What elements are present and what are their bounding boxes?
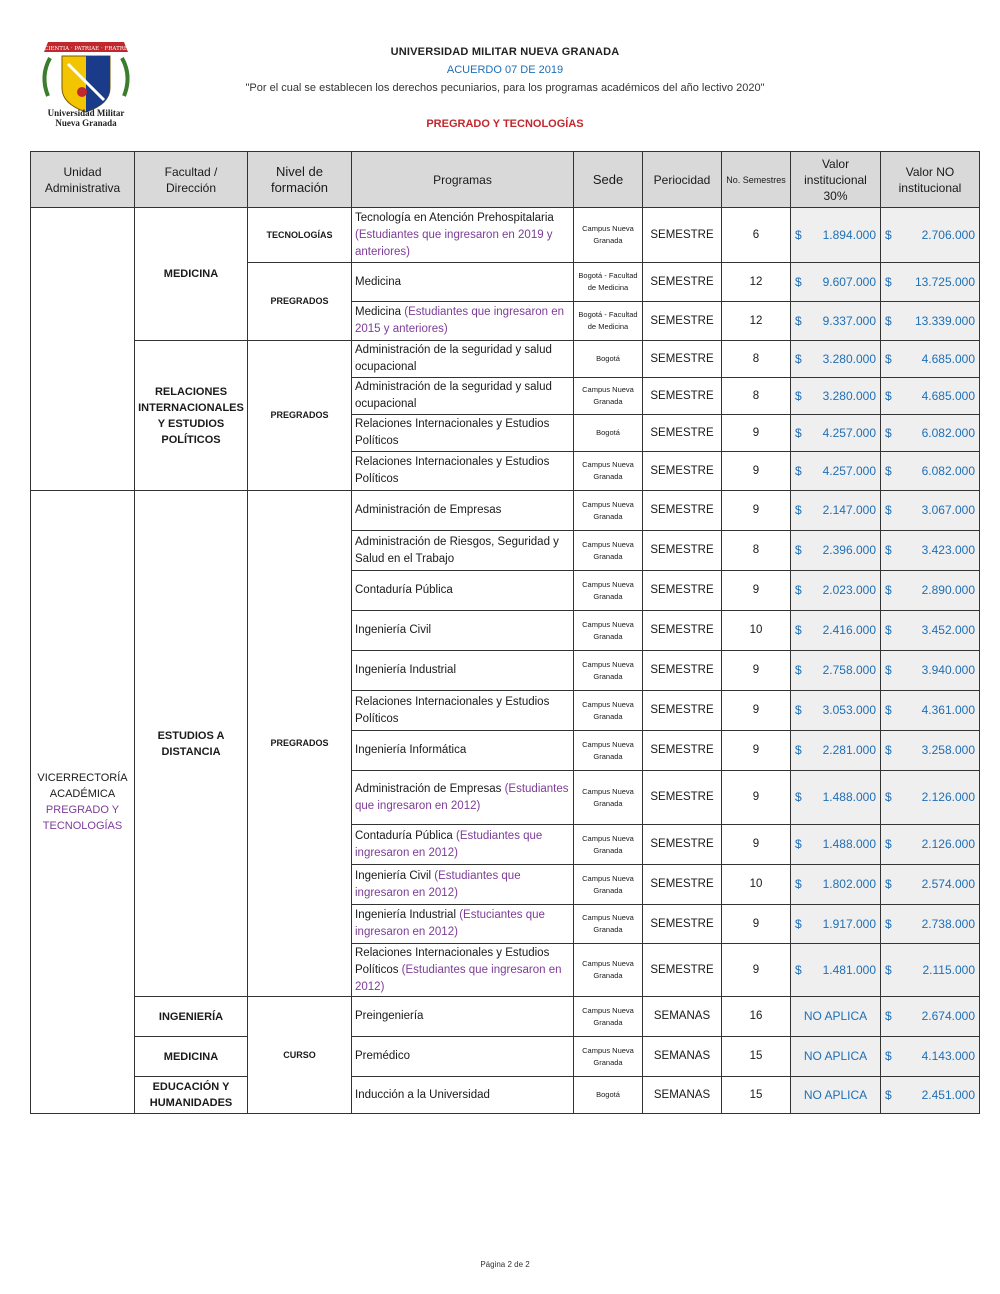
amount: 3.940.000 bbox=[921, 663, 975, 677]
amount: 13.339.000 bbox=[914, 313, 975, 328]
currency-symbol: $ bbox=[795, 916, 802, 931]
col-semesters: No. Semestres bbox=[722, 152, 791, 208]
program-note: (Estudiantes que ingresaron en 2015 y anteriores) bbox=[355, 306, 565, 335]
noninst-value-cell bbox=[881, 651, 980, 691]
semesters-cell: 6 bbox=[722, 208, 791, 263]
amount: 2.451.000 bbox=[921, 1087, 975, 1102]
noninst-value-cell bbox=[881, 905, 980, 944]
currency-symbol: $ bbox=[795, 425, 802, 440]
inst-value-cell bbox=[791, 452, 881, 491]
program-name: Relaciones Internacionales y Estudios Políticos bbox=[355, 456, 550, 485]
period-cell: SEMESTRE bbox=[643, 571, 722, 611]
period-cell: SEMESTRE bbox=[643, 731, 722, 771]
semesters-cell: 9 bbox=[722, 825, 791, 865]
program-cell bbox=[352, 611, 574, 651]
inst-value-cell bbox=[791, 571, 881, 611]
noninst-value-cell bbox=[881, 825, 980, 865]
program-name: Ingeniería Civil bbox=[355, 624, 432, 636]
section-title: PREGRADO Y TECNOLOGÍAS bbox=[426, 118, 584, 130]
program-name: Medicina bbox=[355, 306, 402, 318]
level-pregrados: PREGRADOS bbox=[248, 491, 352, 997]
agreement-title: ACUERDO 07 DE 2019 bbox=[446, 64, 564, 76]
logo-line1: Universidad Militar bbox=[47, 108, 125, 118]
campus-cell: Campus Nueva Granada bbox=[574, 531, 643, 571]
currency-symbol: $ bbox=[795, 583, 802, 597]
program-name: Administración de Riesgos, Seguridad y Salud en el Trabajo bbox=[355, 535, 559, 565]
campus-cell: Campus Nueva Granada bbox=[574, 611, 643, 651]
campus-cell: Bogotá bbox=[574, 1077, 643, 1114]
period-cell: SEMESTRE bbox=[643, 691, 722, 731]
col-noninst-value: Valor NO institucional bbox=[881, 152, 980, 208]
noninst-value-cell bbox=[881, 491, 980, 531]
amount: 9.337.000 bbox=[822, 313, 876, 328]
period-cell: SEMESTRE bbox=[643, 651, 722, 691]
table-row bbox=[31, 208, 980, 263]
program-cell bbox=[352, 691, 574, 731]
semesters-cell: 9 bbox=[722, 905, 791, 944]
inst-value-cell bbox=[791, 865, 881, 905]
program-cell bbox=[352, 771, 574, 825]
program-name: Contaduría Pública bbox=[355, 829, 453, 842]
noninst-value-cell bbox=[881, 378, 980, 415]
semesters-cell: 9 bbox=[722, 771, 791, 825]
logo-line2: Nueva Granada bbox=[55, 118, 117, 128]
period-cell: SEMESTRE bbox=[643, 208, 722, 263]
period-cell: SEMESTRE bbox=[643, 302, 722, 341]
noninst-value-cell bbox=[881, 263, 980, 302]
campus-cell: Campus Nueva Granada bbox=[574, 378, 643, 415]
campus-cell: Campus Nueva Granada bbox=[574, 944, 643, 997]
col-inst-value: Valor institucional 30% bbox=[791, 152, 881, 208]
program-cell bbox=[352, 997, 574, 1037]
amount: 3.280.000 bbox=[822, 388, 876, 403]
noninst-value-cell bbox=[881, 997, 980, 1037]
noninst-value-cell bbox=[881, 571, 980, 611]
amount: 2.738.000 bbox=[921, 916, 975, 931]
table-row bbox=[31, 997, 980, 1037]
currency-symbol: $ bbox=[795, 663, 802, 677]
amount: 3.280.000 bbox=[822, 351, 876, 366]
program-cell bbox=[352, 208, 574, 263]
currency-symbol: $ bbox=[885, 425, 892, 440]
noninst-value-cell bbox=[881, 1037, 980, 1077]
currency-symbol: $ bbox=[885, 1087, 892, 1102]
level-curso: CURSO bbox=[248, 997, 352, 1114]
campus-cell: Campus Nueva Granada bbox=[574, 731, 643, 771]
semesters-cell: 15 bbox=[722, 1037, 791, 1077]
inst-value-cell bbox=[791, 378, 881, 415]
table-row bbox=[31, 491, 980, 531]
col-campus: Sede bbox=[574, 152, 643, 208]
semesters-cell: 8 bbox=[722, 531, 791, 571]
program-cell bbox=[352, 944, 574, 997]
semesters-cell: 9 bbox=[722, 415, 791, 452]
semesters-cell: 12 bbox=[722, 263, 791, 302]
program-name: Inducción a la Universidad bbox=[355, 1088, 490, 1101]
program-note: (Estudiantes que ingresaron en 2012) bbox=[355, 869, 521, 899]
program-name: Administración de Empresas bbox=[355, 504, 502, 516]
amount: 2.890.000 bbox=[921, 583, 975, 597]
semesters-cell: 9 bbox=[722, 571, 791, 611]
program-name: Administración de la seguridad y salud ocupacional bbox=[355, 344, 552, 373]
campus-cell: Campus Nueva Granada bbox=[574, 771, 643, 825]
currency-symbol: $ bbox=[885, 837, 892, 851]
noninst-value-cell bbox=[881, 302, 980, 341]
table-row bbox=[31, 1077, 980, 1114]
period-cell: SEMESTRE bbox=[643, 611, 722, 651]
amount: 1.488.000 bbox=[822, 837, 876, 851]
inst-value-cell bbox=[791, 905, 881, 944]
university-title: UNIVERSIDAD MILITAR NUEVA GRANADA bbox=[390, 46, 620, 58]
amount: 4.143.000 bbox=[921, 1049, 975, 1063]
semesters-cell: 8 bbox=[722, 341, 791, 378]
amount: 2.706.000 bbox=[921, 227, 975, 242]
period-cell: SEMESTRE bbox=[643, 415, 722, 452]
semesters-cell: 9 bbox=[722, 491, 791, 531]
program-note: (Estudiantes que ingresaron en 2019 y anteriores) bbox=[355, 228, 553, 258]
noninst-value-cell bbox=[881, 415, 980, 452]
program-cell bbox=[352, 415, 574, 452]
currency-symbol: $ bbox=[885, 351, 892, 366]
program-cell bbox=[352, 651, 574, 691]
currency-symbol: $ bbox=[795, 313, 802, 328]
program-name: Relaciones Internacionales y Estudios Políticos bbox=[355, 418, 550, 447]
fees-table bbox=[30, 151, 980, 1114]
inst-value-cell: NO APLICA bbox=[791, 1037, 881, 1077]
agreement-subject: "Por el cual se establecen los derechos pecuniarios, para los programas académicos del año lectivo 2020" bbox=[245, 82, 765, 94]
campus-cell: Campus Nueva Granada bbox=[574, 691, 643, 731]
amount: 2.281.000 bbox=[822, 743, 876, 757]
program-cell bbox=[352, 905, 574, 944]
amount: 3.053.000 bbox=[822, 703, 876, 717]
amount: 1.802.000 bbox=[822, 877, 876, 891]
semesters-cell: 9 bbox=[722, 944, 791, 997]
currency-symbol: $ bbox=[885, 623, 892, 637]
program-note: (Estudiantes que ingresaron en 2012) bbox=[355, 963, 562, 993]
campus-cell: Campus Nueva Granada bbox=[574, 452, 643, 491]
page-footer: Página 2 de 2 bbox=[480, 1260, 530, 1269]
currency-symbol: $ bbox=[795, 463, 802, 478]
faculty-ingenieria: INGENIERÍA bbox=[135, 997, 248, 1037]
currency-symbol: $ bbox=[885, 388, 892, 403]
campus-cell: Campus Nueva Granada bbox=[574, 865, 643, 905]
semesters-cell: 9 bbox=[722, 731, 791, 771]
program-name: Medicina bbox=[355, 275, 402, 288]
level-tecnologias: TECNOLOGÍAS bbox=[248, 208, 352, 263]
noninst-value-cell bbox=[881, 531, 980, 571]
currency-symbol: $ bbox=[795, 388, 802, 403]
program-cell bbox=[352, 491, 574, 531]
currency-symbol: $ bbox=[885, 543, 892, 557]
currency-symbol: $ bbox=[885, 583, 892, 597]
campus-cell: Campus Nueva Granada bbox=[574, 571, 643, 611]
currency-symbol: $ bbox=[795, 543, 802, 557]
noninst-value-cell bbox=[881, 208, 980, 263]
amount: 2.416.000 bbox=[822, 623, 876, 637]
period-cell: SEMESTRE bbox=[643, 263, 722, 302]
program-name: Administración de la seguridad y salud ocupacional bbox=[355, 381, 552, 410]
col-level: Nivel de formación bbox=[248, 152, 352, 208]
program-cell bbox=[352, 865, 574, 905]
period-cell: SEMESTRE bbox=[643, 944, 722, 997]
program-cell bbox=[352, 378, 574, 415]
faculty-estudios-distancia: ESTUDIOS A DISTANCIA bbox=[135, 491, 248, 997]
inst-value-cell bbox=[791, 263, 881, 302]
program-name: Premédico bbox=[355, 1050, 410, 1062]
program-cell bbox=[352, 452, 574, 491]
currency-symbol: $ bbox=[795, 503, 802, 517]
program-name: Contaduría Pública bbox=[355, 584, 453, 596]
currency-symbol: $ bbox=[795, 877, 802, 891]
period-cell: SEMESTRE bbox=[643, 531, 722, 571]
program-cell bbox=[352, 302, 574, 341]
unit-vicerrectoria-line1: VICERRECTORÍA ACADÉMICA bbox=[37, 772, 128, 800]
program-cell bbox=[352, 825, 574, 865]
program-cell bbox=[352, 531, 574, 571]
amount: 2.126.000 bbox=[921, 837, 975, 851]
amount: 2.126.000 bbox=[921, 790, 975, 804]
logo-motto: SCIENTIA · PATRIAE · FRATRES bbox=[40, 46, 132, 52]
noninst-value-cell bbox=[881, 731, 980, 771]
campus-cell: Campus Nueva Granada bbox=[574, 905, 643, 944]
inst-value-cell bbox=[791, 531, 881, 571]
amount: 3.067.000 bbox=[921, 503, 975, 517]
semesters-cell: 8 bbox=[722, 378, 791, 415]
currency-symbol: $ bbox=[885, 503, 892, 517]
program-name: Administración de Empresas bbox=[355, 782, 502, 795]
currency-symbol: $ bbox=[885, 703, 892, 717]
amount: 3.258.000 bbox=[921, 743, 975, 757]
noninst-value-cell bbox=[881, 944, 980, 997]
level-pregrados: PREGRADOS bbox=[248, 263, 352, 341]
currency-symbol: $ bbox=[885, 463, 892, 478]
currency-symbol: $ bbox=[885, 916, 892, 931]
program-cell bbox=[352, 571, 574, 611]
campus-cell: Campus Nueva Granada bbox=[574, 208, 643, 263]
noninst-value-cell bbox=[881, 452, 980, 491]
amount: 1.488.000 bbox=[822, 790, 876, 804]
campus-cell: Campus Nueva Granada bbox=[574, 997, 643, 1037]
semesters-cell: 9 bbox=[722, 691, 791, 731]
noninst-value-cell bbox=[881, 341, 980, 378]
currency-symbol: $ bbox=[885, 274, 892, 289]
inst-value-cell bbox=[791, 731, 881, 771]
unit-blank bbox=[31, 208, 135, 491]
level-pregrados: PREGRADOS bbox=[248, 341, 352, 491]
program-name: Ingeniería Industrial bbox=[355, 664, 457, 676]
amount: 4.685.000 bbox=[921, 351, 975, 366]
program-name: Relaciones Internacionales y Estudios Políticos bbox=[355, 695, 550, 725]
inst-value-cell bbox=[791, 208, 881, 263]
currency-symbol: $ bbox=[885, 663, 892, 677]
faculty-medicina-curso: MEDICINA bbox=[135, 1037, 248, 1077]
currency-symbol: $ bbox=[795, 274, 802, 289]
currency-symbol: $ bbox=[795, 790, 802, 804]
col-period: Periocidad bbox=[643, 152, 722, 208]
inst-value-cell bbox=[791, 341, 881, 378]
amount: 1.894.000 bbox=[822, 227, 876, 242]
semesters-cell: 9 bbox=[722, 651, 791, 691]
inst-value-cell bbox=[791, 944, 881, 997]
inst-value-cell bbox=[791, 302, 881, 341]
inst-value-cell bbox=[791, 611, 881, 651]
amount: 2.574.000 bbox=[921, 877, 975, 891]
inst-value-cell bbox=[791, 825, 881, 865]
noninst-value-cell bbox=[881, 611, 980, 651]
inst-value-cell bbox=[791, 771, 881, 825]
program-note: (Estudiantes que ingresaron en 2012) bbox=[355, 829, 543, 859]
faculty-relaciones-internacionales: RELACIONES INTERNACIONALES Y ESTUDIOS POLÍTICOS bbox=[135, 341, 248, 491]
amount: 1.917.000 bbox=[822, 916, 876, 931]
amount: 4.257.000 bbox=[822, 425, 876, 440]
period-cell: SEMESTRE bbox=[643, 378, 722, 415]
program-name: Tecnología en Atención Prehospitalaria bbox=[355, 211, 554, 224]
program-note: (Estuciantes que ingresaron en 2012) bbox=[355, 909, 545, 938]
period-cell: SEMESTRE bbox=[643, 341, 722, 378]
currency-symbol: $ bbox=[795, 623, 802, 637]
currency-symbol: $ bbox=[795, 743, 802, 757]
inst-value-cell bbox=[791, 651, 881, 691]
amount: 4.257.000 bbox=[822, 463, 876, 478]
amount: 2.396.000 bbox=[822, 543, 876, 557]
inst-value-cell: NO APLICA bbox=[791, 997, 881, 1037]
noninst-value-cell bbox=[881, 1077, 980, 1114]
amount: 3.452.000 bbox=[921, 623, 975, 637]
campus-cell: Bogotá bbox=[574, 341, 643, 378]
program-cell bbox=[352, 731, 574, 771]
period-cell: SEMANAS bbox=[643, 1037, 722, 1077]
faculty-medicina: MEDICINA bbox=[135, 208, 248, 341]
semesters-cell: 16 bbox=[722, 997, 791, 1037]
period-cell: SEMESTRE bbox=[643, 865, 722, 905]
campus-cell: Campus Nueva Granada bbox=[574, 1037, 643, 1077]
col-faculty: Facultad / Dirección bbox=[135, 152, 248, 208]
program-name: Ingeniería Civil bbox=[355, 869, 432, 882]
currency-symbol: $ bbox=[885, 1049, 892, 1063]
period-cell: SEMESTRE bbox=[643, 771, 722, 825]
inst-value-cell: NO APLICA bbox=[791, 1077, 881, 1114]
amount: 3.423.000 bbox=[921, 543, 975, 557]
period-cell: SEMESTRE bbox=[643, 825, 722, 865]
currency-symbol: $ bbox=[795, 227, 802, 242]
program-name: Preingeniería bbox=[355, 1010, 424, 1022]
currency-symbol: $ bbox=[885, 227, 892, 242]
program-cell bbox=[352, 1037, 574, 1077]
amount: 2.147.000 bbox=[822, 503, 876, 517]
table-row bbox=[31, 1037, 980, 1077]
currency-symbol: $ bbox=[795, 703, 802, 717]
period-cell: SEMESTRE bbox=[643, 905, 722, 944]
campus-cell: Bogotá bbox=[574, 415, 643, 452]
inst-value-cell bbox=[791, 491, 881, 531]
amount: 1.481.000 bbox=[822, 962, 876, 977]
currency-symbol: $ bbox=[885, 962, 892, 977]
campus-cell: Bogotá - Facultad de Medicina bbox=[574, 302, 643, 341]
program-note: (Estudiantes que ingresaron en 2012) bbox=[355, 782, 569, 812]
semesters-cell: 9 bbox=[722, 452, 791, 491]
amount: 4.685.000 bbox=[921, 388, 975, 403]
currency-symbol: $ bbox=[885, 877, 892, 891]
table-header-row bbox=[31, 152, 980, 208]
currency-symbol: $ bbox=[885, 743, 892, 757]
noninst-value-cell bbox=[881, 691, 980, 731]
currency-symbol: $ bbox=[885, 313, 892, 328]
inst-value-cell bbox=[791, 415, 881, 452]
faculty-educacion-humanidades: EDUCACIÓN Y HUMANIDADES bbox=[135, 1077, 248, 1114]
currency-symbol: $ bbox=[795, 962, 802, 977]
semesters-cell: 10 bbox=[722, 865, 791, 905]
currency-symbol: $ bbox=[885, 790, 892, 804]
currency-symbol: $ bbox=[795, 351, 802, 366]
campus-cell: Campus Nueva Granada bbox=[574, 491, 643, 531]
amount: 2.023.000 bbox=[822, 583, 876, 597]
amount: 9.607.000 bbox=[822, 274, 876, 289]
campus-cell: Campus Nueva Granada bbox=[574, 651, 643, 691]
program-name: Ingeniería Informática bbox=[355, 744, 467, 756]
program-cell bbox=[352, 341, 574, 378]
table-row bbox=[31, 341, 980, 378]
noninst-value-cell bbox=[881, 865, 980, 905]
program-name: Relaciones Internacionales y Estudios Políticos bbox=[355, 946, 550, 976]
campus-cell: Bogotá - Facultad de Medicina bbox=[574, 263, 643, 302]
unit-vicerrectoria bbox=[31, 491, 135, 1114]
col-programs: Programas bbox=[352, 152, 574, 208]
campus-cell: Campus Nueva Granada bbox=[574, 825, 643, 865]
period-cell: SEMANAS bbox=[643, 997, 722, 1037]
amount: 6.082.000 bbox=[921, 463, 975, 478]
currency-symbol: $ bbox=[795, 837, 802, 851]
inst-value-cell bbox=[791, 691, 881, 731]
amount: 6.082.000 bbox=[921, 425, 975, 440]
semesters-cell: 10 bbox=[722, 611, 791, 651]
col-unit: Unidad Administrativa bbox=[31, 152, 135, 208]
amount: 2.674.000 bbox=[921, 1009, 975, 1023]
amount: 13.725.000 bbox=[914, 274, 975, 289]
semesters-cell: 15 bbox=[722, 1077, 791, 1114]
amount: 4.361.000 bbox=[921, 703, 975, 717]
period-cell: SEMESTRE bbox=[643, 491, 722, 531]
program-cell bbox=[352, 1077, 574, 1114]
unit-vicerrectoria-line2: PREGRADO Y TECNOLOGÍAS bbox=[42, 804, 123, 832]
currency-symbol: $ bbox=[885, 1009, 892, 1023]
program-name: Ingeniería Industrial bbox=[355, 909, 457, 921]
amount: 2.758.000 bbox=[822, 663, 876, 677]
period-cell: SEMANAS bbox=[643, 1077, 722, 1114]
amount: 2.115.000 bbox=[922, 962, 975, 977]
semesters-cell: 12 bbox=[722, 302, 791, 341]
program-cell bbox=[352, 263, 574, 302]
period-cell: SEMESTRE bbox=[643, 452, 722, 491]
noninst-value-cell bbox=[881, 771, 980, 825]
